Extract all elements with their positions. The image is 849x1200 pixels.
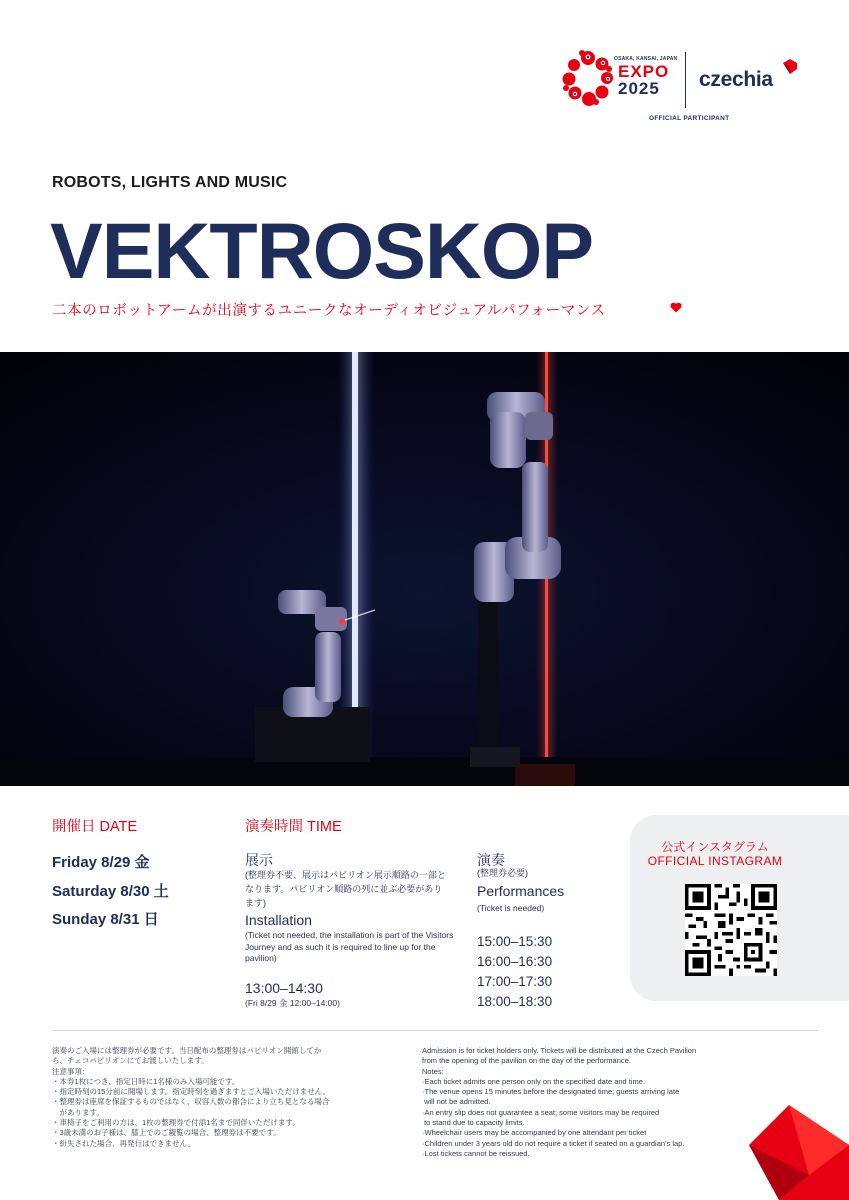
footer-line-en: will not be admitted. [422,1097,491,1107]
heart-icon [670,302,682,313]
performance-slot: 15:00–15:30 [477,934,553,949]
instagram-title-jp: 公式インスタグラム [661,840,769,854]
czechia-wordmark: czechia [699,68,773,91]
footer-notes-jp [52,1046,372,1149]
footer-line-en: from the opening of the pavilion on the day of the performance. [422,1056,631,1066]
footer-line-jp: ・指定時刻の15分前に開場します。指定時刻を過ぎますとご入場いただけません。 [52,1087,331,1097]
footer-line-jp: ・車椅子をご利用の方は、1枚の整理券で付添1名まで同伴いただけます。 [52,1118,300,1128]
installation-note-jp: (整理券不要、展示はパビリオン展示順路の一部となります。パビリオン順路の列に並ぶ必要があります) [245,870,446,908]
footer-line-jp: 演奏のご入場には整理券が必要です。当日配布の整理券はパビリオン開館してか [52,1046,322,1055]
footer-line-en: ·An entry slip does not guarantee a seat; some visitors may be required [422,1107,660,1117]
footer-notes-en [422,1046,742,1159]
corner-heart-decoration [749,1105,849,1200]
performances-note-en: (Ticket is needed) [477,903,545,913]
footer-line-en: Admission is for ticket holders only. Tickets will be distributed at the Czech Pavilion [422,1046,697,1055]
footer-line-jp: ・本券1枚につき、指定日時に1名様のみ入場可能です。 [52,1076,240,1086]
installation-title-en: Installation [245,912,312,928]
instagram-qr-code[interactable] [685,884,777,976]
date-heading: 開催日 DATE [52,819,138,835]
date-item: Friday 8/29 金 [52,854,150,871]
footer-line-en: ·Children under 3 years old do not require a ticket if seated on a guardian's lap. [422,1138,685,1148]
footer-line-en: ·Wheelchair users may be accompanied by one attendant per ticket [422,1128,647,1138]
footer-line-en: ·Lost tickets cannot be reissued. [422,1148,530,1158]
performance-slot: 16:00–16:30 [477,954,553,969]
installation-title-jp: 展示 [245,852,273,868]
footer-line-jp: ら、チェコパビリオンにてお渡しいたします。 [52,1056,209,1066]
expo-location-text: OSAKA, KANSAI, JAPAN [614,56,678,62]
footer-line-jp: 注意事項： [52,1066,90,1076]
official-participant-label: OFFICIAL PARTICIPANT [649,115,730,122]
footer-divider [52,1030,818,1031]
installation-time: 13:00–14:30 [245,980,323,996]
footer-line-en: to stand due to capacity limits. [422,1118,525,1128]
time-heading: 演奏時間 TIME [245,819,342,835]
expo-wordmark: EXPO [618,62,670,81]
performance-slot: 17:00–17:30 [477,974,553,989]
footer-line-jp: ・3歳未満のお子様は、膝上でのご観覧の場合、整理券は不要です。 [52,1128,281,1138]
page-title: VEKTROSKOP [50,206,594,295]
footer-line-jp: があります。 [52,1107,104,1117]
instagram-title-en: OFFICIAL INSTAGRAM [647,854,783,868]
expo-2025-logo-mark [562,50,614,108]
installation-time-note: (Fri 8/29 金 12:00–14:00) [245,998,340,1008]
subtitle-japanese: 二本のロボットアームが出演するユニークなオーディオビジュアルパフォーマンス [52,303,606,319]
performances-note-jp: (整理券必要) [477,868,528,878]
date-item: Sunday 8/31 日 [52,911,159,928]
czechia-heart-icon [781,58,798,75]
hero-photo-robot-arms [0,352,849,786]
date-item: Saturday 8/30 土 [52,883,169,900]
footer-line-jp: ・紛失された場合、再発行はできません。 [52,1138,195,1148]
logo-divider [685,52,686,108]
footer-line-en: ·Each ticket admits one person only on the specified date and time. [422,1076,646,1086]
footer-line-jp: ・整理券は座席を保証するものではなく、収容人数の都合により立ち見となる場合 [52,1097,330,1107]
performances-title-jp: 演奏 [477,852,505,868]
performances-title-en: Performances [477,883,565,899]
footer-line-en: Notes: [422,1066,444,1076]
footer-line-en: ·The venue opens 15 minutes before the designated time; guests arriving late [422,1087,680,1097]
expo-year: 2025 [618,79,660,98]
installation-note-en: (Ticket not needed, the installation is part of the Visitors Journey and as such it is required to line up for the pavilion) [245,930,454,963]
performance-slot: 18:00–18:30 [477,994,553,1009]
subtitle-english: ROBOTS, LIGHTS AND MUSIC [52,174,288,191]
